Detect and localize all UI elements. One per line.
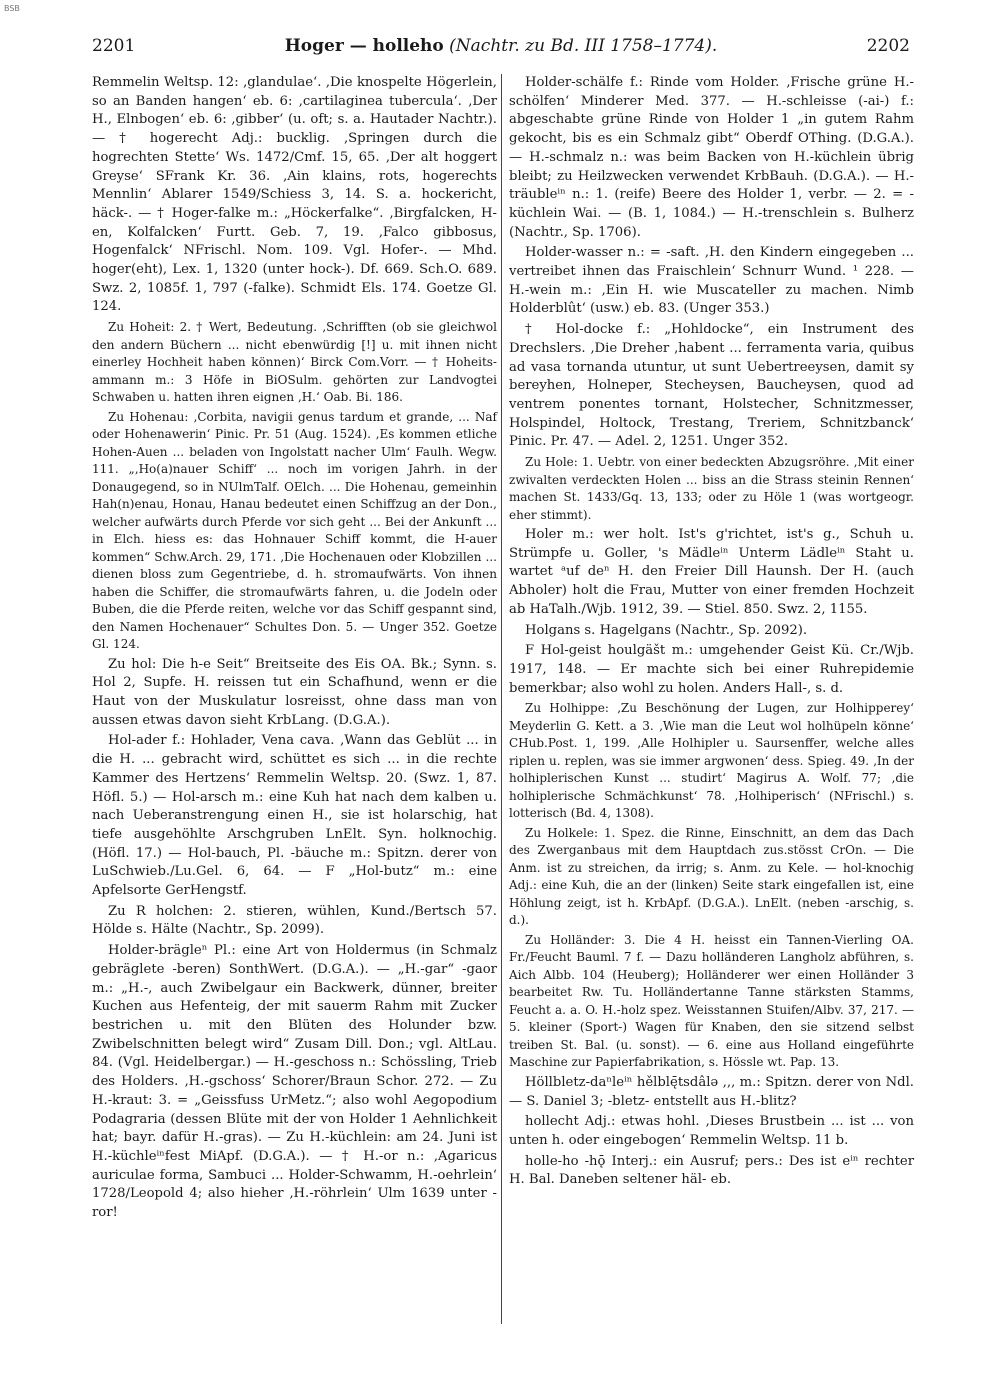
entry-paragraph: Höllbletz-daⁿleⁱⁿ hělblę̄tsdâlə ‚‚‚ m.: Spitzn. derer von Ndl. — S. Daniel 3; -bletz- entstellt aus H.-blitz? — [509, 1074, 914, 1109]
page-number-right: 2202 — [866, 36, 910, 56]
running-title — [92, 36, 910, 56]
entry-paragraph: hollecht Adj.: etwas hohl. ‚Dieses Brustbein ... ist ... von unten h. oder eingebogen‘ Remmelin Weltsp. 11 b. — [509, 1114, 914, 1148]
entry-paragraph: F Hol-geist houlgäšt m.: umgehender Geist Kü. Cr./Wjb. 1917, 148. — Er machte sich bei einer Ruhrepidemie bemerkbar; also wohl zu holen. Anders Hall-, s. d. — [509, 643, 914, 696]
running-title-main: Hoger — holleho — [284, 36, 444, 56]
running-title-note: (Nachtr. zu Bd. III 1758–1774). — [449, 36, 718, 56]
right-column — [509, 74, 914, 1192]
entry-paragraph: Zu Hole: 1. Uebtr. von einer bedeckten Abzugsröhre. ‚Mit einer zwivalten verdeckten Holen ... biss an die Strass steinin Rennen‘ machen St. 1433/Gq. 13, 133; oder zu Höle 1 (was wortgeogr. eher stimmt). — [509, 455, 914, 522]
entry-paragraph: Zu hol: Die h-e Seit“ Breitseite des Eis OA. Bk.; Synn. s. Hol 2, Supfe. H. reissen tut ein Schafhund, wenn er die Haut von der Muskulatur losreisst, ohne dass man von aussen etwas davon sieht KrbLang. (D.G.A.). — [92, 656, 497, 728]
library-stamp: BSB — [4, 4, 20, 13]
page-header — [92, 36, 910, 58]
entry-paragraph: Zu Holhippe: ‚Zu Beschönung der Lugen, zur Holhipperey‘ Meyderlin G. Kett. a 3. ‚Wie man die Leut wol holhüpeln könne‘ CHub.Post. 1, 199. ‚Alle Holhipler u. Saursenffer, welche alles riplen u. replen, was sie immer argwonen‘ dess. Spieg. 49. ‚In der holhiplerischen Kunst ... studirt‘ Magirus A. Wolf. 77; ‚die holhiplerische Schmächkunst‘ 78. ‚Holhiperisch‘ (NFrischl.) s. lotterisch (Bd. 4, 1308). — [509, 701, 914, 821]
entry-paragraph: Zu R holchen: 2. stieren, wühlen, Kund./Bertsch 57. Hölde s. Hälte (Nachtr., Sp. 2099). — [92, 903, 497, 938]
entry-paragraph: Zu Holkele: 1. Spez. die Rinne, Einschnitt, an dem das Dach des Zwerganbaus mit dem Hauptdach zus.stösst CrOn. — Die Anm. ist zu streichen, da irrig; s. Anm. zu Kele. — hol-knochig Adj.: eine Kuh, die an der (linken) Seite stark eingefallen ist, eine Höhlung zeigt, ist h. KrbApf. (D.G.A.). LnElt. (neben -arschig, s. d.). — [509, 825, 914, 928]
column-divider — [501, 74, 502, 1324]
entry-paragraph: Holer m.: wer holt. Ist's g'richtet, ist's g., Schuh u. Strümpfe u. Goller, 's Mädleⁱⁿ Unterm Lädleⁱⁿ Staht u. wartet ᵃuf deⁿ H. den Freier Dill Haunsh. Der H. (auch Abholer) holt die Frau, Mutter von einer fremden Hochzeit ab HaTalh./Wjb. 1912, 39. — Stiel. 850. Swz. 2, 1155. — [509, 527, 914, 617]
left-column — [92, 74, 497, 1225]
entry-paragraph: Hol-ader f.: Hohlader, Vena cava. ‚Wann das Geblüt ... in die H. ... gebracht wird, schüttet es sich ... in die rechte Kammer des Hertzens‘ Remmelin Weltsp. 20. (Swz. 1, 87. Höfl. 5.) — Hol-arsch m.: eine Kuh hat nach dem kalben u. nach Ueberanstrengung einen H., sie ist holarschig, hat tiefe ausgehöhlte Arschgruben LnElt. Syn. holknochig. (Höfl. 17.) — Hol-bauch, Pl. -bäuche m.: Spitzn. derer von LuSchwieb./Lu.Gel. 6, 64. — F „Hol-butz“ m.: eine Apfelsorte GerHengstf. — [92, 733, 497, 899]
entry-paragraph: † Hol-docke f.: „Hohldocke“, ein Instrument des Drechslers. ‚Die Dreher ‚habent ... ferramenta varia, quibus ad vasa tornanda utuntur, ut sunt Uebertreeysen, damit sy bereyhen, Holneper, Stecheysen, Baucheysen, quod ad ventrem ponentes tornant, Holstecher, Schnitzmesser, Holspindel, Holtock, Trestang, Treriem, Schnitzbanck‘ Pinic. Pr. 47. — Adel. 2, 1251. Unger 352. — [509, 322, 914, 450]
entry-paragraph: Zu Hoheit: 2. † Wert, Bedeutung. ‚Schrifften (ob sie gleichwol den andern Büchern ... nicht ebenwürdig [!] u. mit ihnen nicht einerley Hochheit haben können)‘ Birck Com.Vorr. — † Hoheits-ammann m.: 3 Höfe in BiOSulm. gehörten zur Landvogtei Schwaben u. hatten ihren eignen ‚H.‘ Oab. Bi. 186. — [92, 320, 497, 405]
entry-paragraph: Holder-schälfe f.: Rinde vom Holder. ‚Frische grüne H.-schölfen‘ Minderer Med. 377. — H.-schleisse (-ai-) f.: abgeschabte grüne Rinde von Holder 1 „in gutem Rahm gekocht, bis es ein Schmalz gibt“ Oberdf OThing. (D.G.A.). — H.-schmalz n.: was beim Backen von H.-küchlein übrig bleibt; zu Heilzwecken verwendet KrbBauh. (D.G.A.). — H.-träubleⁱⁿ n.: 1. (reife) Beere des Holder 1, verbr. — 2. = -küchlein Wai. — (B. 1, 1084.) — H.-trenschlein s. Bulherz (Nachtr., Sp. 1706). — [509, 75, 914, 240]
entry-paragraph: Zu Holländer: 3. Die 4 H. heisst ein Tannen-Vierling OA. Fr./Feucht Bauml. 7 f. — Dazu holländeren Langholz abführen, s. Aich Albb. 104 (Heuberg); Holländerer wer einen Holländer 3 bearbeitet Rw. Tu. Holländertanne Tanne stärksten Stamms, Feucht a. a. O. H.-holz spez. Weisstannen Stuifen/Albv. 37, 217. — 5. kleiner (Sport-) Wagen für Knaben, den sie sitzend selbst treiben St. Bal. (u. sonst). — 6. eine aus Holland eingeführte Maschine zur Papierfabrikation, s. Hössle wt. Pap. 13. — [509, 932, 914, 1070]
entry-paragraph: Holder-brägleⁿ Pl.: eine Art von Holdermus (in Schmalz gebräglete -beren) SonthWert. (D.G.A.). — „H.-gar“ -gaor m.: „H.-, auch Zwibelgaur ein Backwerk, dünner, breiter Kuchen aus Hefenteig, der mit sauerm Rahm mit Zucker bestrichen u. mit den Blüten des Holunder bzw. Zwibelschnitten belegt wird“ Zusam Dill. Don.; vgl. AltLau. 84. (Vgl. Heidelbergar.) — H.-geschoss n.: Schössling, Trieb des Holders. ‚H.-gschoss‘ Schorer/Braun Schor. 272. — Zu H.-kraut: 3. = „Geissfuss UrMetz.“; also wohl Aegopodium Podagraria (dessen Blüte mit der von Holder 1 Aehnlichkeit hat; bayr. dafür H.-gras). — Zu H.-küchlein: am 24. Juni ist H.-küchleⁱⁿfest MiApf. (D.G.A.). — † H.-or n.: ‚Agaricus auriculae forma, Sambuci ... Holder-Schwamm, H.-oehrlein‘ 1728/Leopold 4; also hieher ‚H.-röhrlein‘ Ulm 1639 unter -ror! — [92, 943, 497, 1221]
entry-paragraph: holle-ho -hǭ Interj.: ein Ausruf; pers.: Des ist eⁱⁿ rechter H. Bal. Daneben seltener häl- eb. — [509, 1153, 914, 1188]
entry-paragraph: Zu Hohenau: ‚Corbita, navigii genus tardum et grande, ... Naf oder Hohenawerin‘ Pinic. Pr. 51 (Aug. 1524). ‚Es kommen etliche Hohen-Auen ... beladen von Ingolstatt nacher Ulm‘ Faulh. Wegw. 111. „‚Ho(a)nauer Schiff‘ ... noch im vorigen Jahrh. in der Donaugegend, so in NUlmTalf. OElch. ... Die Hohenau, gemeinhin Hah(n)enau, Honau, Hanau bedeutet einen Schiffzug an der Don., welcher aufwärts durch Pferde vor sich geht ... Bei der Ankunft ... in Elch. hiess es: das Hohnauer Schiff kommt, die H-auer kommen“ Schw.Arch. 29, 171. ‚Die Hochenauen oder Klobzillen ... dienen bloss zum Gegentriebe, d. h. stromaufwärts. Von ihnen haben die Schiffer, die stromaufwärts fahren, u. die Jodeln oder Buben, die die Pferde reiten, welche vor das Schiff gespannt sind, den Namen Hochenauer“ Schultes Don. 5. — Unger 352. Goetze Gl. 124. — [92, 409, 497, 652]
entry-paragraph: Holgans s. Hagelgans (Nachtr., Sp. 2092). — [525, 622, 808, 638]
page-number-left: 2201 — [92, 36, 136, 56]
entry-paragraph: Holder-wasser n.: = -saft. ‚H. den Kindern eingegeben ... vertreibet ihnen das Fraischlein‘ Schnurr Wund. ¹ 228. — H.-wein m.: ‚Ein H. wie Muscateller zu machen. Nimb Holderblût‘ (usw.) eb. 83. (Unger 353.) — [509, 245, 914, 317]
entry-paragraph: Remmelin Weltsp. 12: ‚glandulae‘. ‚Die knospelte Högerlein, so an Banden hangen‘ eb. 6: ‚cartilaginea tubercula‘. ‚Der H., Elnbogen‘ eb. 6: ‚gibber‘ (u. oft; s. a. Hautader Nachtr.). — † hogerecht Adj.: bucklig. ‚Springen durch die hogrechten Stette‘ Ws. 1472/Cmf. 15, 65. ‚Der alt hoggert Greyse‘ SFrank Kr. 36. ‚Ain klains, rots, hogerechts Mennlin‘ Ablarer 1549/Schiess 3, 14. S. a. hockericht, häck-. — † Hoger-falke m.: „Höckerfalke“. ‚Birgfalcken, H-en, Kolfalcken‘ Furtt. Geb. 7, 19. ‚Falco gibbosus, Hogenfalck‘ NFrischl. Nom. 109. Vgl. Hofer-. — Mhd. hoger(eht), Lex. 1, 1320 (unter hock-). Df. 669. Sch.O. 689. Swz. 2, 1085f. 1, 797 (-falke). Schmidt Els. 174. Goetze Gl. 124. — [92, 75, 497, 315]
